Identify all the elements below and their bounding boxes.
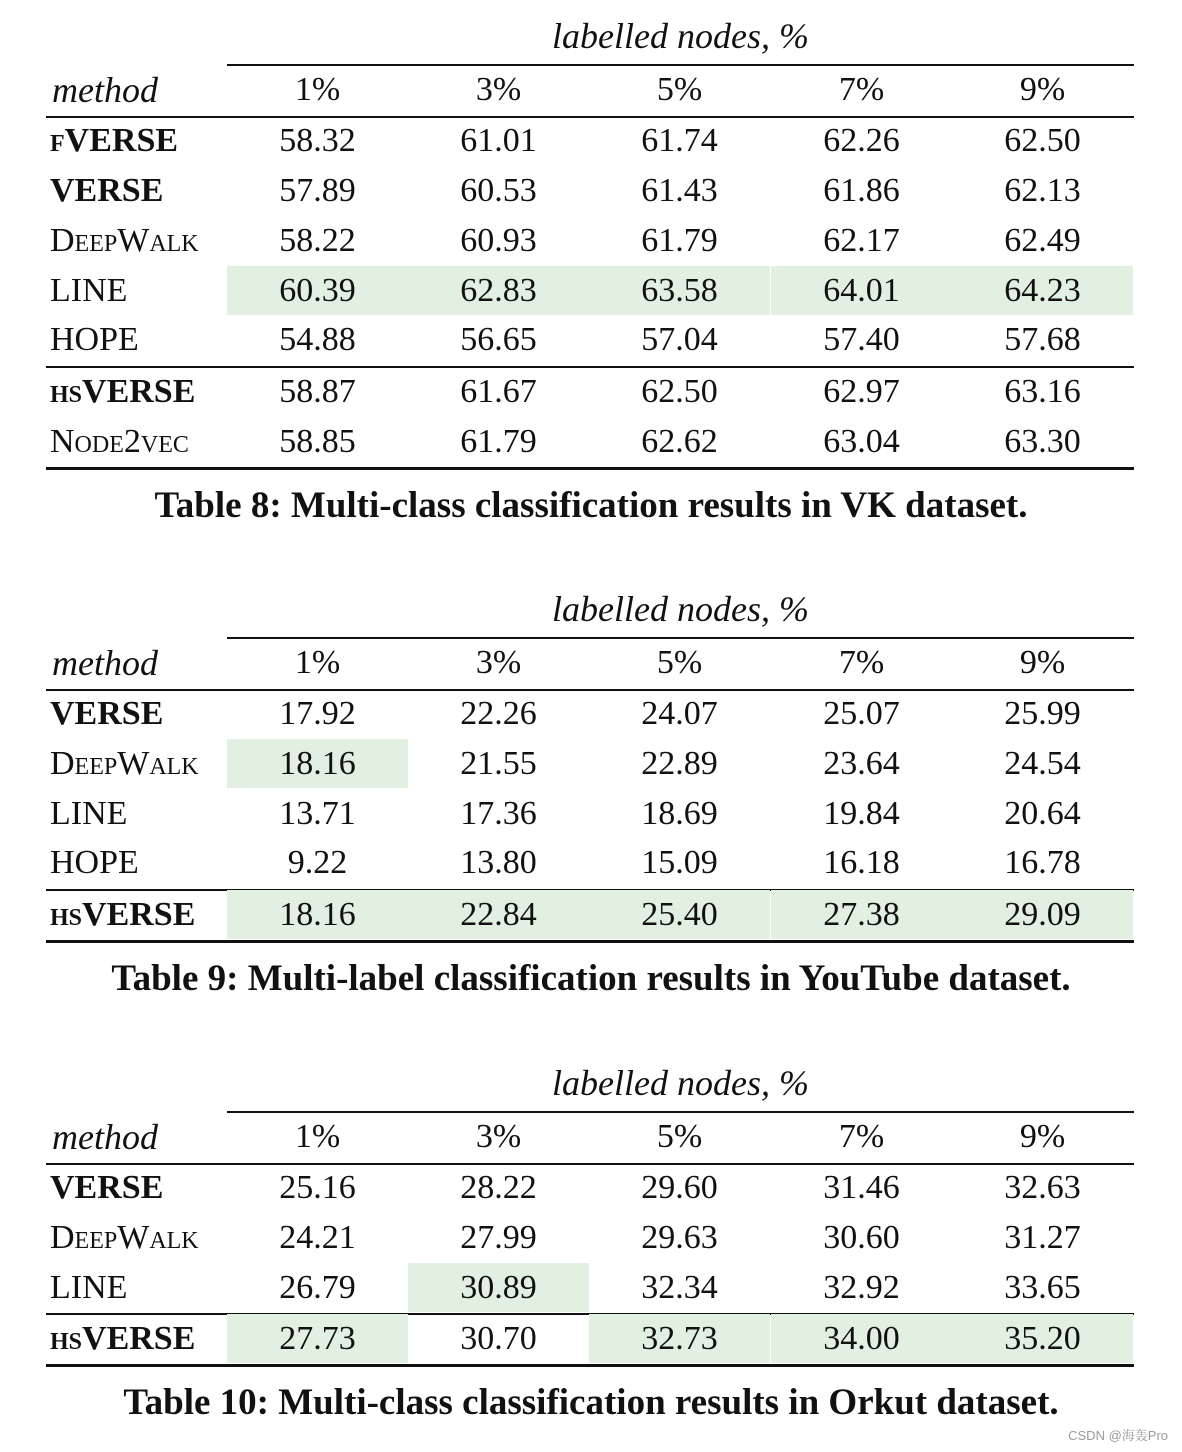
table-cell-highlighted: 62.83 (408, 266, 589, 315)
table-row (0, 739, 1182, 789)
table-cell: 13.71 (279, 795, 356, 832)
table-cell: 62.62 (641, 423, 718, 460)
table-cell: 31.46 (823, 1169, 900, 1206)
table-cell: 25.99 (1004, 695, 1081, 732)
table-cell: 29.60 (641, 1169, 718, 1206)
table-cell: 62.50 (1004, 122, 1081, 159)
table-cell-highlighted: 27.73 (227, 1314, 408, 1363)
table-cell-highlighted: 63.58 (589, 266, 770, 315)
column-header: 5% (656, 71, 703, 108)
method-name: LINE (50, 1269, 128, 1306)
method-name: VERSE (50, 172, 164, 209)
method-name (50, 1314, 195, 1364)
table-cell: 24.21 (279, 1219, 356, 1256)
table-cell-highlighted: 64.01 (771, 266, 952, 315)
table-cell: 63.30 (1004, 423, 1081, 460)
table-cell: 20.64 (1004, 795, 1081, 832)
table-cell: 57.68 (1004, 321, 1081, 358)
super-header: labelled nodes, % (552, 589, 809, 629)
table-row (0, 1163, 1182, 1213)
table-row (0, 1314, 1182, 1364)
method-name: LINE (50, 272, 128, 309)
table-row (0, 315, 1182, 365)
column-header: 7% (838, 644, 885, 681)
table-row (0, 266, 1182, 316)
method-name (50, 367, 195, 417)
table-cell-highlighted: 60.39 (227, 266, 408, 315)
column-header: 1% (294, 1118, 341, 1155)
bottomrule (46, 1364, 1134, 1367)
table-cell: 22.26 (460, 695, 537, 732)
table-cell-highlighted: 18.16 (227, 890, 408, 939)
table-cell: 19.84 (823, 795, 900, 832)
table-cell: 25.07 (823, 695, 900, 732)
table-cell: 61.86 (823, 172, 900, 209)
table-caption: Table 9: Multi-label classification results in YouTube dataset. (111, 958, 1071, 999)
bottomrule (46, 467, 1134, 470)
method-label: VERSE (82, 1320, 196, 1357)
table-cell: 61.74 (641, 122, 718, 159)
table-cell: 31.27 (1004, 1219, 1081, 1256)
method-name: Node2vec (50, 423, 189, 460)
table-row (0, 689, 1182, 739)
method-header: method (52, 643, 158, 683)
header-row (0, 639, 1182, 687)
table-row (0, 1263, 1182, 1313)
table-cell: 61.43 (641, 172, 718, 209)
table-cell: 58.22 (279, 222, 356, 259)
table-cell: 33.65 (1004, 1269, 1081, 1306)
table-cell: 32.92 (823, 1269, 900, 1306)
column-header: 1% (294, 644, 341, 681)
table-cell: 62.26 (823, 122, 900, 159)
table-row (0, 166, 1182, 216)
table-cell: 61.79 (460, 423, 537, 460)
table-cell-highlighted: 64.23 (952, 266, 1133, 315)
table-cell: 30.70 (460, 1320, 537, 1357)
table-cell: 29.63 (641, 1219, 718, 1256)
column-header: 3% (475, 71, 522, 108)
method-header: method (52, 1117, 158, 1157)
table-cell: 56.65 (460, 321, 537, 358)
table-cell-highlighted: 25.40 (589, 890, 770, 939)
table-cell: 58.32 (279, 122, 356, 159)
table-cell: 18.69 (641, 795, 718, 832)
table-cell: 62.97 (823, 373, 900, 410)
table-row (0, 216, 1182, 266)
table-cell: 26.79 (279, 1269, 356, 1306)
method-prefix: hs (50, 1320, 83, 1357)
table-cell: 62.49 (1004, 222, 1081, 259)
table-cell: 28.22 (460, 1169, 537, 1206)
table-caption: Table 10: Multi-class classification results in Orkut dataset. (123, 1382, 1059, 1423)
column-header: 5% (656, 1118, 703, 1155)
table-cell: 16.78 (1004, 844, 1081, 881)
column-header: 9% (1019, 1118, 1066, 1155)
table-cell: 62.50 (641, 373, 718, 410)
table-row (0, 789, 1182, 839)
table-cell: 23.64 (823, 745, 900, 782)
table-cell: 9.22 (287, 844, 348, 881)
table-cell-highlighted: 32.73 (589, 1314, 770, 1363)
method-name (50, 116, 178, 166)
super-header: labelled nodes, % (552, 1063, 809, 1103)
table-cell: 58.85 (279, 423, 356, 460)
header-row (0, 1113, 1182, 1161)
table-cell: 16.18 (823, 844, 900, 881)
method-prefix: hs (50, 896, 83, 933)
column-header: 5% (656, 644, 703, 681)
table-row (0, 417, 1182, 467)
table-cell: 32.63 (1004, 1169, 1081, 1206)
table-row (0, 838, 1182, 888)
bottomrule (46, 940, 1134, 943)
method-name: DeepWalk (50, 1219, 199, 1256)
table-cell: 27.99 (460, 1219, 537, 1256)
table-cell: 62.13 (1004, 172, 1081, 209)
method-label: VERSE (82, 896, 196, 933)
table-cell: 25.16 (279, 1169, 356, 1206)
table-cell: 17.36 (460, 795, 537, 832)
method-prefix: hs (50, 373, 83, 410)
table-cell-highlighted: 29.09 (952, 890, 1133, 939)
column-header: 3% (475, 1118, 522, 1155)
header-row (0, 66, 1182, 114)
method-name: VERSE (50, 695, 164, 732)
table-row (0, 367, 1182, 417)
method-header: method (52, 70, 158, 110)
table-cell: 61.01 (460, 122, 537, 159)
column-header: 3% (475, 644, 522, 681)
table-cell-highlighted: 30.89 (408, 1263, 589, 1312)
table-cell: 22.89 (641, 745, 718, 782)
table-cell: 32.34 (641, 1269, 718, 1306)
table-row (0, 1213, 1182, 1263)
table-caption: Table 8: Multi-class classification results in VK dataset. (154, 485, 1028, 526)
table-cell: 30.60 (823, 1219, 900, 1256)
table-row (0, 116, 1182, 166)
table-cell: 21.55 (460, 745, 537, 782)
table-cell: 63.04 (823, 423, 900, 460)
column-header: 9% (1019, 71, 1066, 108)
method-name: VERSE (50, 1169, 164, 1206)
table-cell: 54.88 (279, 321, 356, 358)
table-cell-highlighted: 22.84 (408, 890, 589, 939)
table-cell: 17.92 (279, 695, 356, 732)
table-cell: 60.93 (460, 222, 537, 259)
table-cell-highlighted: 27.38 (771, 890, 952, 939)
method-name: DeepWalk (50, 222, 199, 259)
table-cell: 62.17 (823, 222, 900, 259)
column-header: 9% (1019, 644, 1066, 681)
table-cell: 15.09 (641, 844, 718, 881)
method-label: VERSE (64, 122, 179, 159)
column-header: 7% (838, 1118, 885, 1155)
method-name: DeepWalk (50, 745, 199, 782)
method-name: LINE (50, 795, 128, 832)
watermark: CSDN @海轰Pro (1068, 1428, 1168, 1443)
table-cell: 57.04 (641, 321, 718, 358)
table-row (0, 890, 1182, 940)
table-cell: 61.79 (641, 222, 718, 259)
table-cell: 24.54 (1004, 745, 1081, 782)
table-cell: 13.80 (460, 844, 537, 881)
table-cell-highlighted: 34.00 (771, 1314, 952, 1363)
table-cell-highlighted: 18.16 (227, 739, 408, 788)
table-cell: 63.16 (1004, 373, 1081, 410)
table-cell: 60.53 (460, 172, 537, 209)
super-header: labelled nodes, % (552, 16, 809, 56)
method-prefix: f (50, 122, 65, 159)
table-cell: 58.87 (279, 373, 356, 410)
method-name: HOPE (50, 844, 139, 881)
method-name (50, 890, 195, 940)
table-cell: 57.40 (823, 321, 900, 358)
column-header: 7% (838, 71, 885, 108)
table-cell: 24.07 (641, 695, 718, 732)
table-cell-highlighted: 35.20 (952, 1314, 1133, 1363)
method-label: VERSE (82, 373, 196, 410)
column-header: 1% (294, 71, 341, 108)
method-name: HOPE (50, 321, 139, 358)
table-cell: 61.67 (460, 373, 537, 410)
table-cell: 57.89 (279, 172, 356, 209)
